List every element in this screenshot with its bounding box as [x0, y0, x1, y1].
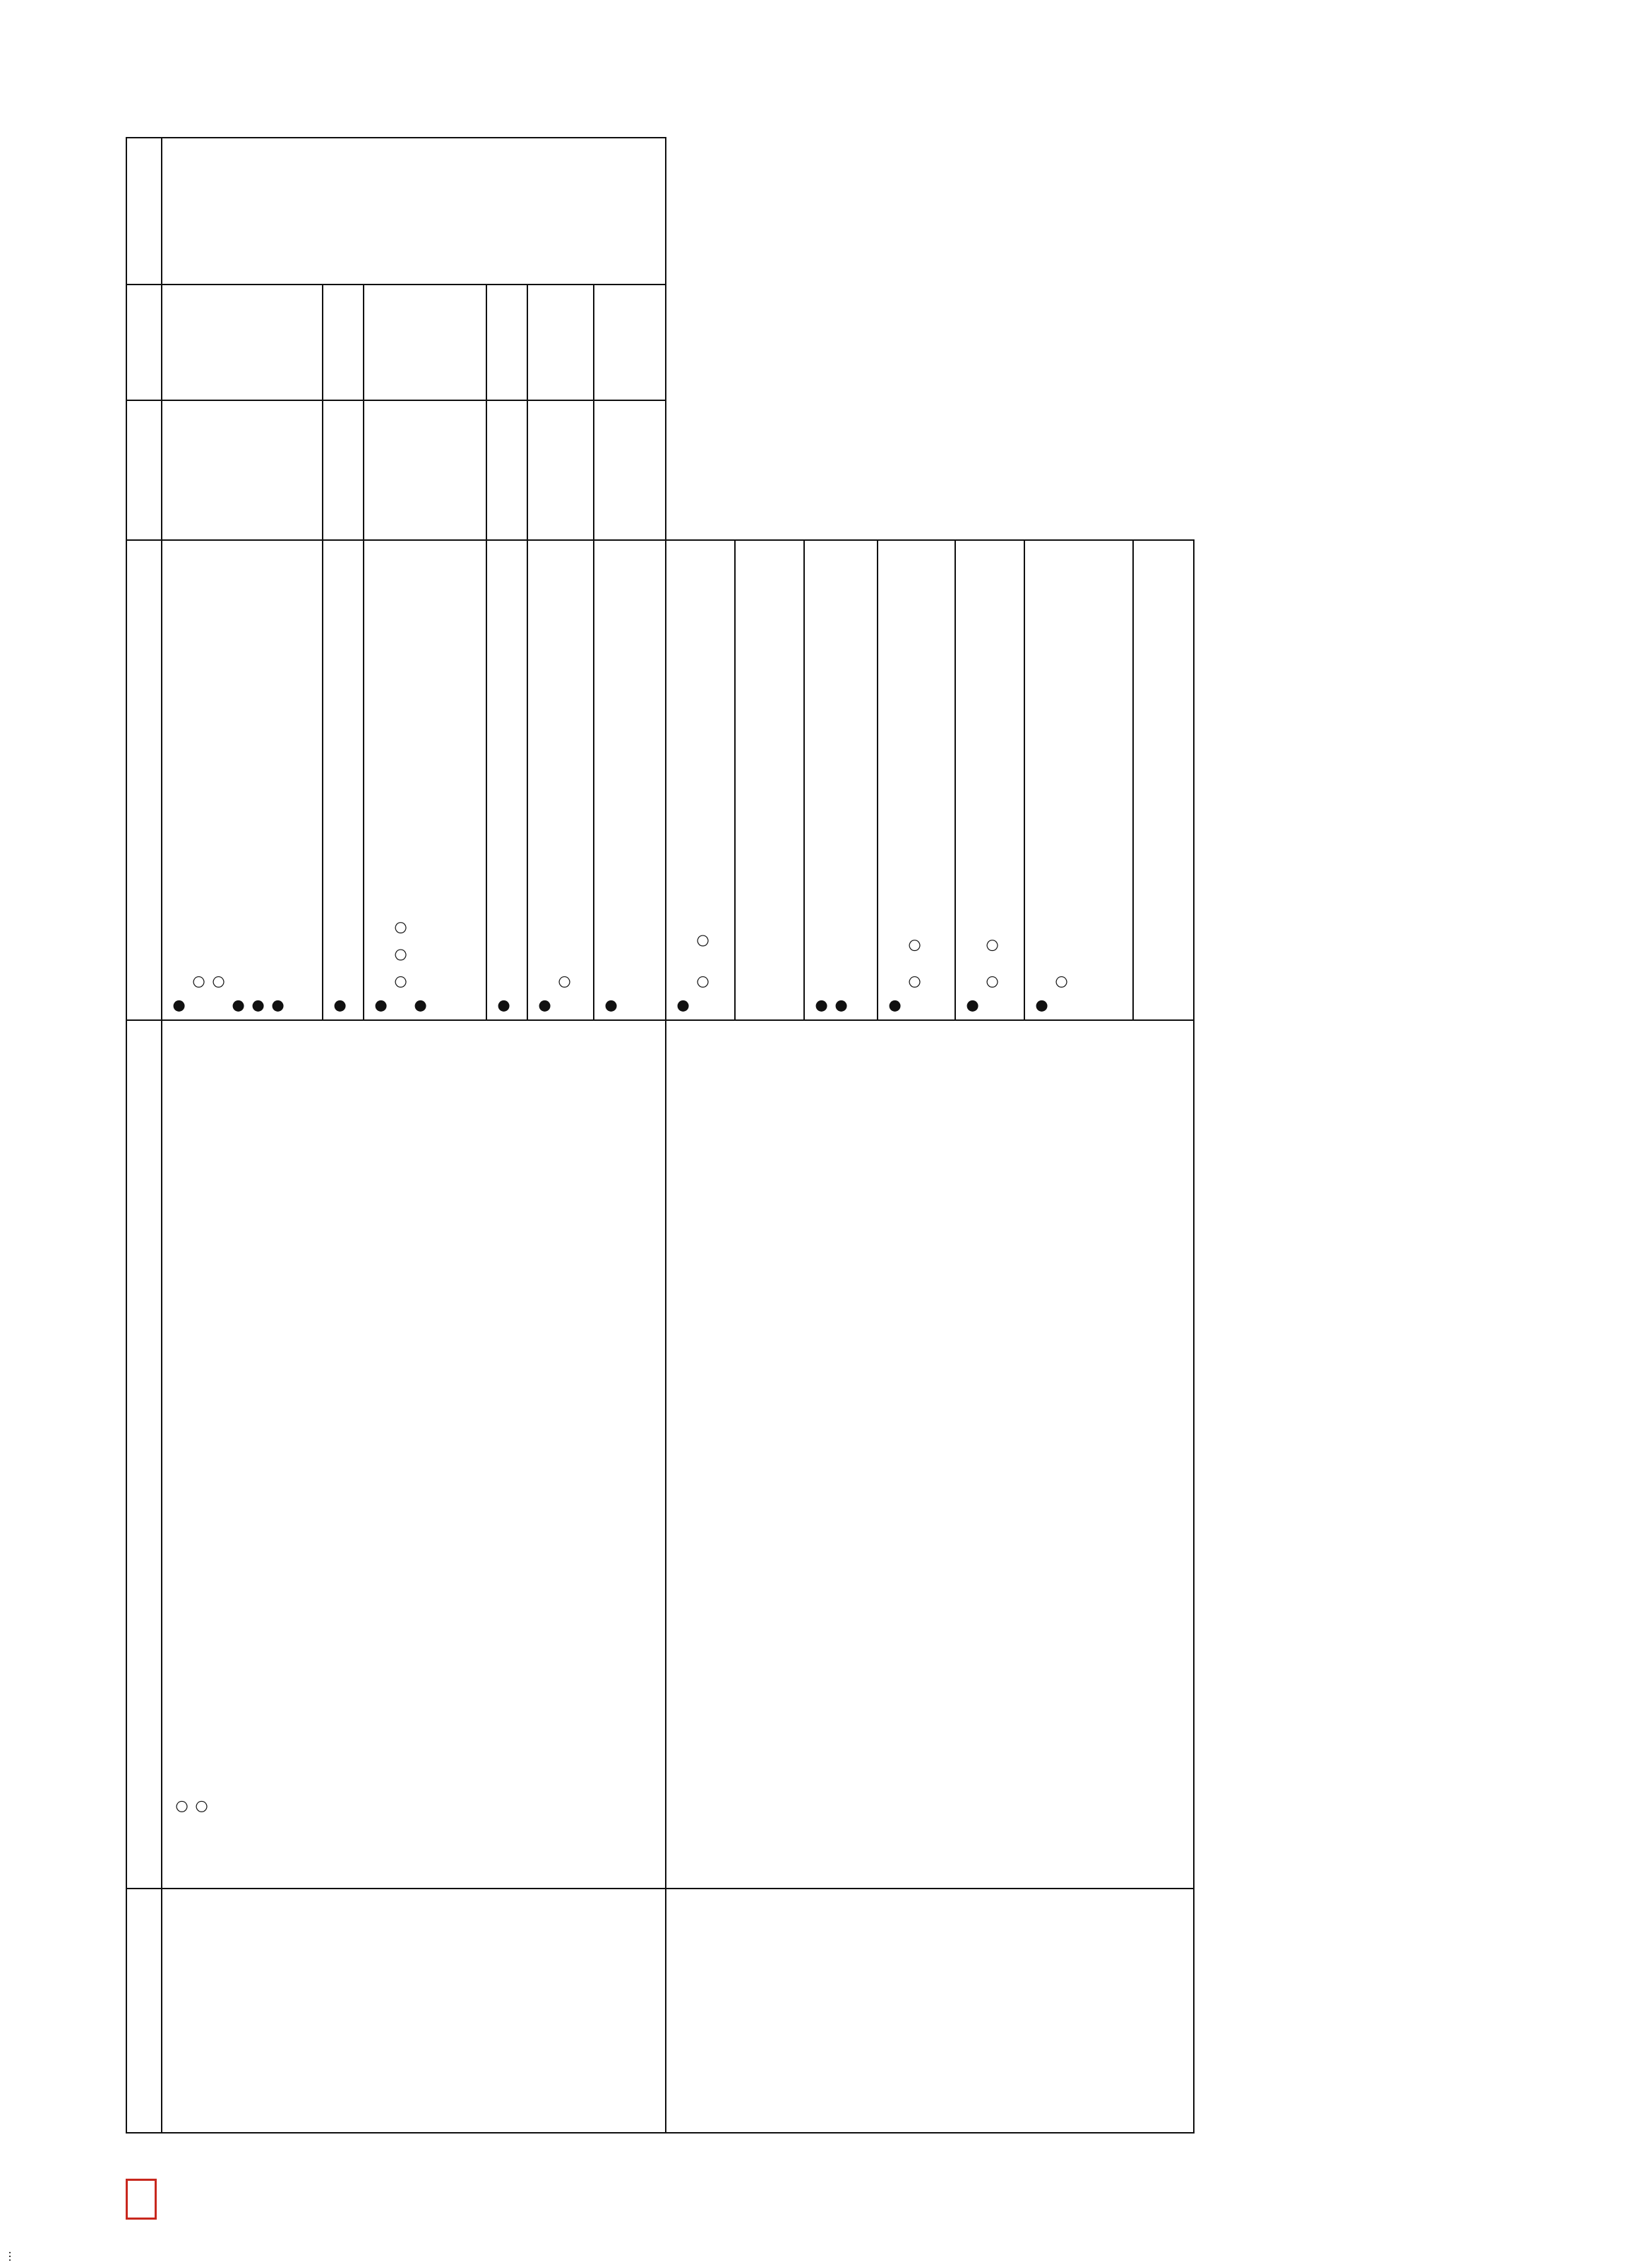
chapter8-content-row2	[322, 539, 364, 1021]
chapter10-title	[665, 1888, 1195, 2134]
content-item	[208, 548, 227, 1012]
content-item	[600, 548, 620, 1012]
content-item	[810, 548, 830, 1012]
chapter10-content-row3	[803, 539, 878, 1021]
header-chapter	[126, 1888, 162, 2134]
chapter8-order	[363, 284, 487, 401]
content-item	[168, 548, 188, 1012]
chapter8-order	[161, 284, 323, 401]
chapter8-count	[161, 400, 323, 541]
chapter10-outcomes	[665, 1019, 1195, 1889]
content-item	[493, 548, 513, 1012]
content-item	[391, 944, 408, 962]
chapter8-count	[486, 400, 528, 541]
chapter8-order	[593, 284, 666, 401]
chapter8-content-row4	[486, 539, 528, 1021]
chapter10-content-row5	[954, 539, 1025, 1021]
chapter8-content-row3	[363, 539, 487, 1021]
header-classes-needed	[126, 400, 162, 541]
content-item	[329, 548, 349, 1012]
content-item	[983, 939, 1000, 952]
header-remarks	[126, 137, 162, 285]
content-item	[983, 971, 1000, 988]
chapter10-content-row1	[665, 539, 736, 1021]
content-item	[227, 548, 247, 1012]
chapter10-content-row4	[877, 539, 956, 1021]
chapter8-content-row1	[161, 539, 323, 1021]
chapter8-title	[161, 1888, 666, 2134]
content-item	[267, 548, 287, 1012]
header-content	[126, 539, 162, 1021]
content-item	[391, 971, 408, 988]
chapter8-remarks	[161, 137, 666, 285]
content-item	[370, 548, 390, 1012]
chapter8-count	[363, 400, 487, 541]
content-item	[553, 548, 573, 1012]
rotated-page: ○ ○ ● ○ ○ ● ● ● ● ● ○ ○ ○ ● ● ● ○ ● ● ○ ○ ● ● ● ○ ○ ● ○ ○ ● ○ …	[0, 0, 1652, 2262]
chapter10-content-row2	[734, 539, 805, 1021]
total-label-cell	[1132, 539, 1195, 1021]
outcome	[171, 1028, 191, 1881]
chapter8-order	[527, 284, 594, 401]
content-item	[391, 921, 408, 934]
content-item	[534, 548, 553, 1012]
content-item	[884, 548, 904, 1012]
content-item	[830, 548, 850, 1012]
chapter8-count	[322, 400, 364, 541]
content-item	[905, 939, 922, 952]
content-item	[905, 971, 922, 988]
content-item	[693, 934, 710, 947]
content-item	[247, 548, 267, 1012]
chapter8-count	[593, 400, 666, 541]
page-number	[126, 2179, 157, 2220]
chapter8-outcomes	[161, 1019, 666, 1889]
header-outcomes	[126, 1019, 162, 1889]
chapter8-content-row6	[593, 539, 666, 1021]
chapter10-content-row6	[1024, 539, 1134, 1021]
content-item	[962, 548, 981, 1012]
content-item	[409, 548, 429, 1012]
content-item	[1031, 548, 1051, 1012]
chapter8-order	[322, 284, 364, 401]
header-class-order	[126, 284, 162, 401]
outcome	[191, 1028, 210, 1881]
content-item	[693, 971, 710, 988]
chapter8-count	[527, 400, 594, 541]
content-item	[188, 548, 208, 1012]
content-item	[1051, 548, 1070, 1012]
content-item	[672, 548, 692, 1012]
chapter8-content-row5	[527, 539, 594, 1021]
chapter8-order	[486, 284, 528, 401]
